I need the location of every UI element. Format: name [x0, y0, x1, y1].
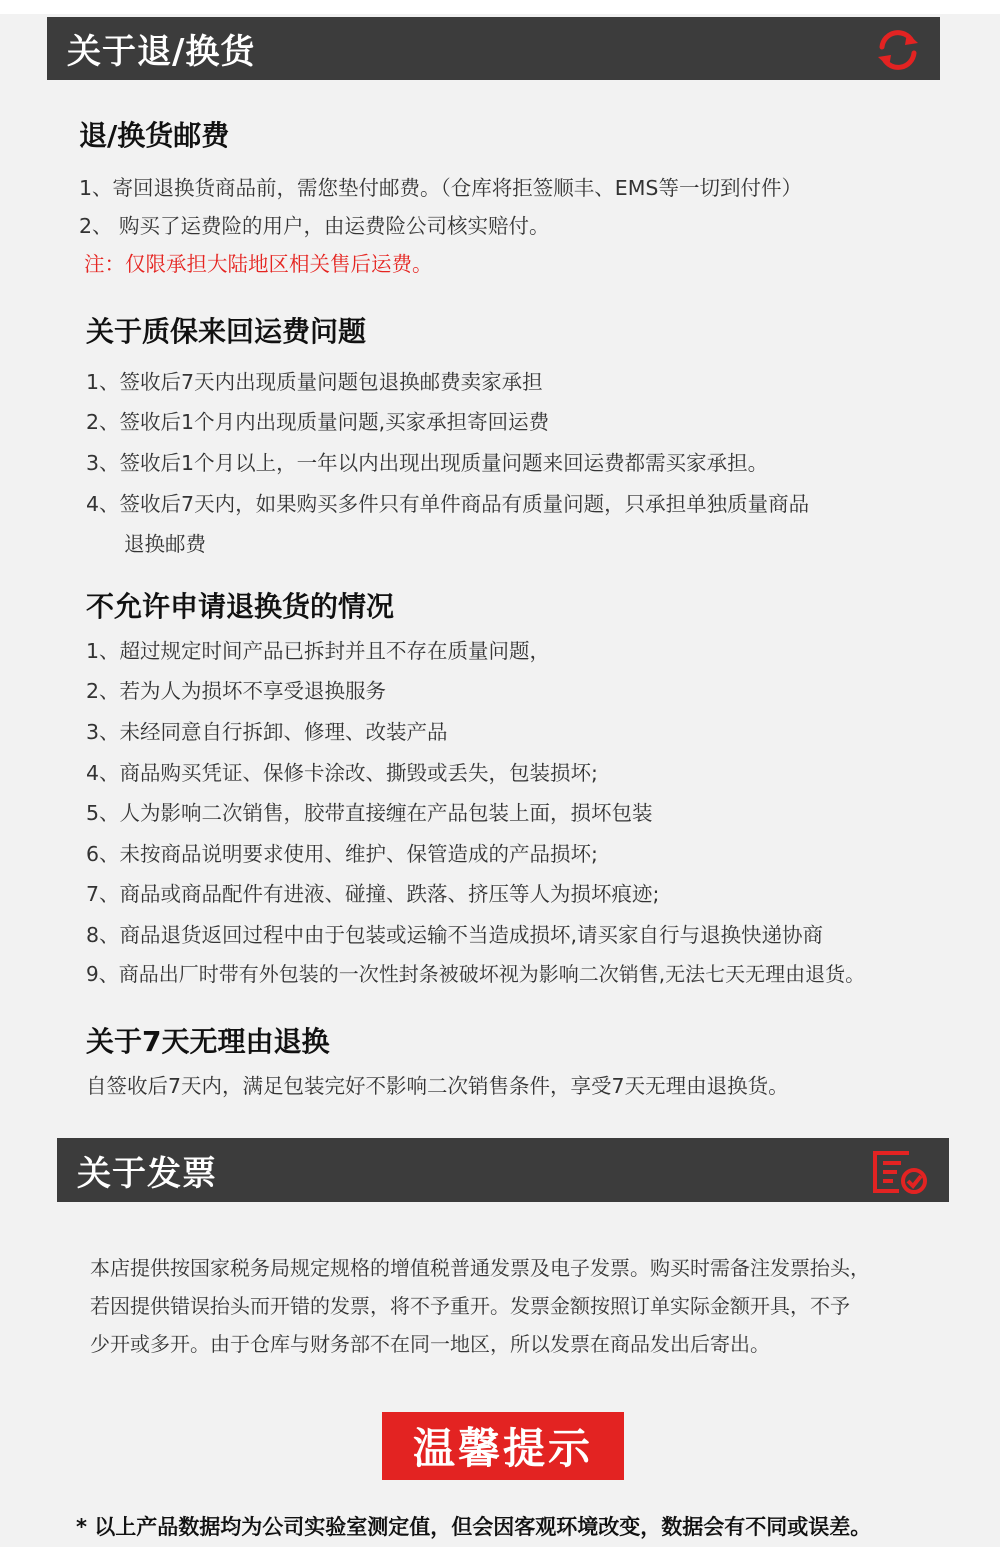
warranty-item: 4、签收后7天内，如果购买多件只有单件商品有质量问题，只承担单独质量商品 — [86, 492, 810, 516]
warranty-title: 关于质保来回运费问题 — [86, 315, 367, 348]
warranty-item: 2、签收后1个月内出现质量问题,买家承担寄回运费 — [86, 410, 550, 434]
invoice-check-icon — [869, 1147, 931, 1197]
invoice-text-line: 少开或多开。由于仓库与财务部不在同一地区，所以发票在商品发出后寄出。 — [90, 1332, 770, 1356]
warranty-item-continued: 退换邮费 — [124, 532, 206, 556]
not-allowed-item: 1、超过规定时间产品已拆封并且不存在质量问题， — [86, 639, 551, 663]
not-allowed-item: 5、人为影响二次销售，胶带直接缠在产品包装上面，损坏包装 — [86, 801, 653, 825]
not-allowed-item: 9、商品出厂时带有外包装的一次性封条被破坏视为影响二次销售,无法七天无理由退货。 — [86, 962, 866, 986]
not-allowed-item: 3、未经同意自行拆卸、修理、改装产品 — [86, 720, 448, 744]
invoice-banner-title: 关于发票 — [77, 1153, 217, 1194]
shipping-item: 2、 购买了运费险的用户，由运费险公司核实赔付。 — [79, 214, 550, 238]
refresh-icon — [874, 27, 922, 73]
invoice-text-line: 若因提供错误抬头而开错的发票，将不予重开。发票金额按照订单实际金额开具，不予 — [90, 1294, 850, 1318]
not-allowed-item: 4、商品购买凭证、保修卡涂改、撕毁或丢失，包装损坏; — [86, 761, 598, 785]
top-strip — [0, 0, 1000, 14]
returns-banner-title: 关于退/换货 — [67, 32, 256, 72]
footnote: * 以上产品数据均为公司实验室测定值，但会因客观环境改变，数据会有不同或误差。 — [76, 1515, 872, 1539]
returns-banner — [47, 17, 940, 80]
warranty-item: 3、签收后1个月以上，一年以内出现出现质量问题来回运费都需买家承担。 — [86, 451, 769, 475]
invoice-text-line: 本店提供按国家税务局规定规格的增值税普通发票及电子发票。购买时需备注发票抬头， — [90, 1256, 870, 1280]
not-allowed-item: 8、商品退货返回过程中由于包装或运输不当造成损坏,请买家自行与退换快递协商 — [86, 923, 824, 947]
seven-day-title: 关于7天无理由退换 — [86, 1025, 330, 1058]
tip-label: 温馨提示 — [382, 1412, 624, 1480]
not-allowed-item: 6、未按商品说明要求使用、维护、保管造成的产品损坏; — [86, 842, 598, 866]
shipping-note: 注：仅限承担大陆地区相关售后运费。 — [84, 252, 433, 276]
seven-day-text: 自签收后7天内，满足包装完好不影响二次销售条件，享受7天无理由退换货。 — [86, 1074, 789, 1098]
warranty-item: 1、签收后7天内出现质量问题包退换邮费卖家承担 — [86, 370, 543, 394]
shipping-item: 1、寄回退换货商品前，需您垫付邮费。（仓库将拒签顺丰、EMS等一切到付件） — [79, 176, 802, 200]
shipping-title: 退/换货邮费 — [79, 119, 230, 152]
not-allowed-item: 7、商品或商品配件有进液、碰撞、跌落、挤压等人为损坏痕迹; — [86, 882, 660, 906]
not-allowed-item: 2、若为人为损坏不享受退换服务 — [86, 679, 387, 703]
not-allowed-title: 不允许申请退换货的情况 — [86, 590, 395, 623]
invoice-banner — [57, 1138, 949, 1202]
invoice-text — [90, 1249, 980, 1363]
